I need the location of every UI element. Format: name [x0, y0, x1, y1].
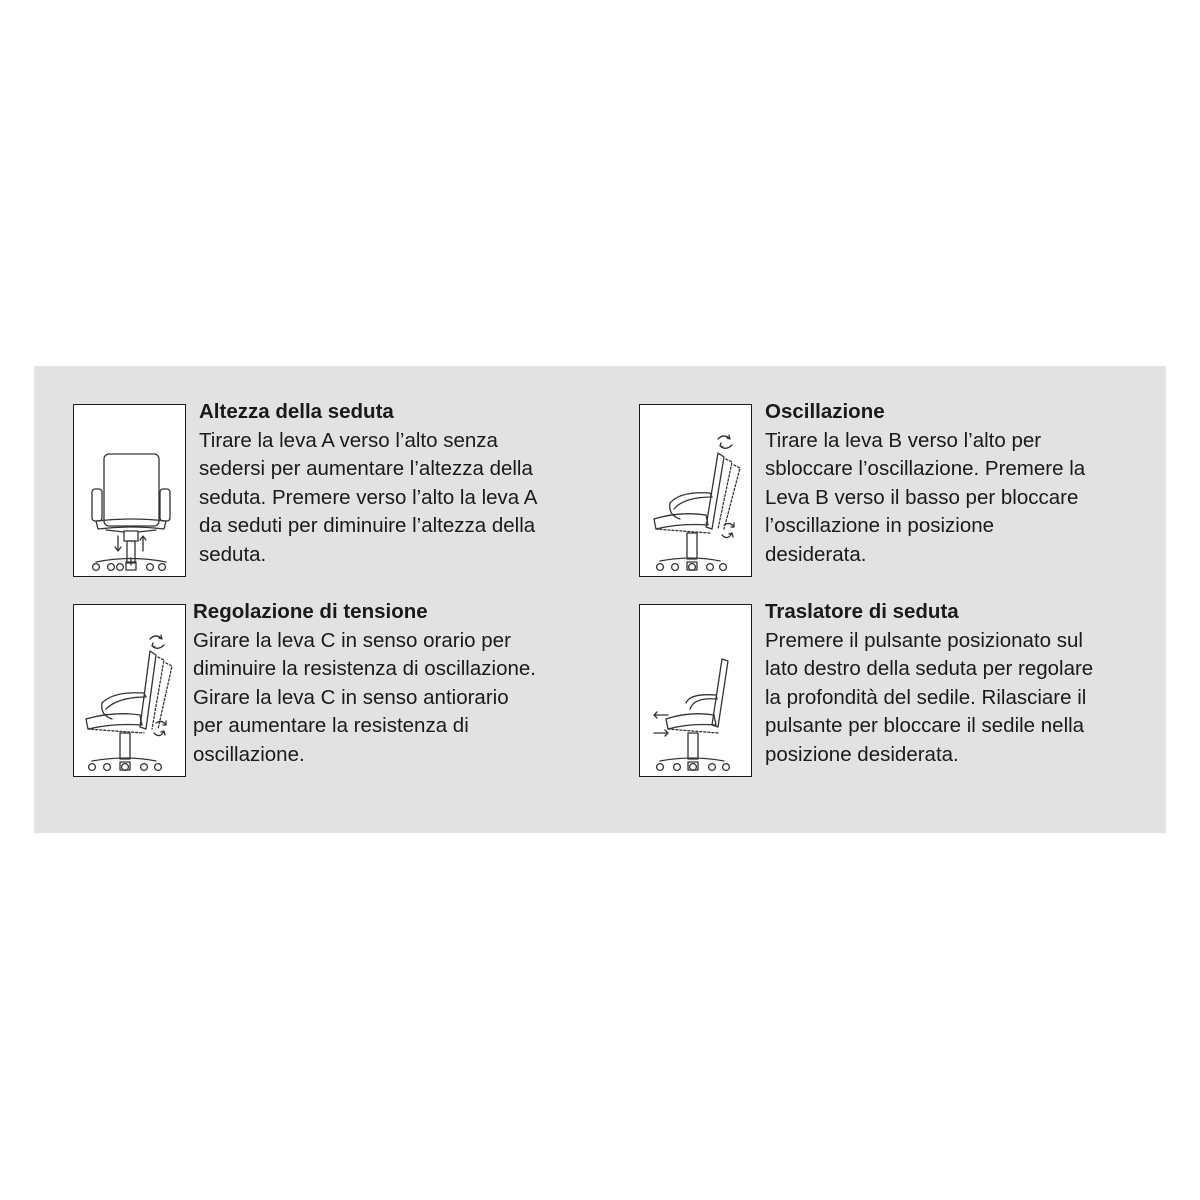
tilt-chair-icon: [639, 404, 752, 577]
section-body: Girare la leva C in senso orario per diminuire la resistenza di oscillazione. Girare la leva C in senso antiorario per aumentare la resistenza di oscillazione.: [193, 628, 536, 766]
section-title: Traslatore di seduta: [765, 600, 959, 623]
section-title: Regolazione di tensione: [193, 600, 428, 623]
tension-chair-icon: [73, 604, 186, 777]
section-body: Tirare la leva B verso l’alto per sbloccare l’oscillazione. Premere la Leva B verso il basso per bloccare l’oscillazione in posizione desiderata.: [765, 428, 1086, 566]
section-text: [765, 398, 1145, 570]
section-title: Oscillazione: [765, 400, 885, 423]
section-text: [193, 598, 579, 770]
instructions-panel: [34, 366, 1166, 833]
section-title: Altezza della seduta: [199, 400, 394, 423]
section-text: [765, 598, 1155, 770]
section-body: Tirare la leva A verso l’alto senza sedersi per aumentare l’altezza della seduta. Premere verso l’alto la leva A da seduti per diminuire l’altezza della seduta.: [199, 428, 538, 566]
section-body: Premere il pulsante posizionato sul lato destro della seduta per regolare la profondità del sedile. Rilasciare il pulsante per bloccare il sedile nella posizione desiderata.: [765, 628, 1094, 766]
section-text: [199, 398, 579, 570]
seat-height-chair-icon: [73, 404, 186, 577]
seat-slider-chair-icon: [639, 604, 752, 777]
